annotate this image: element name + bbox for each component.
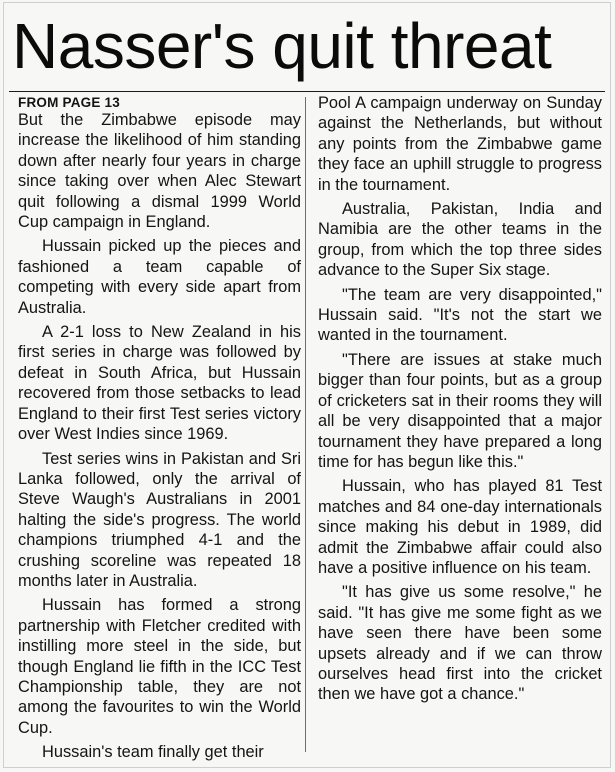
kicker: FROM PAGE 13: [18, 95, 120, 110]
paragraph-4: Test series wins in Pakistan and Sri Lanka followed, only the arrival of Steve Waugh's Australians in 2001 halting the side's progress. The world champions triumphed 4-1 and the crushing scoreline was repeated 18 months later in Australia.: [18, 449, 301, 590]
paragraph-2: Hussain picked up the pieces and fashioned a team capable of competing with every side apart from Australia.: [18, 237, 301, 317]
paragraph-6-start: Hussain's team finally get their: [42, 743, 264, 762]
paragraph-1: But the Zimbabwe episode may increase the likelihood of him standing down after nearly four years in charge since taking over when Alec Stewart quit following a dismal 1999 World Cup campaign in England.: [18, 111, 301, 232]
paragraph-10: Hussain, who has played 81 Test matches and 84 one-day internationals since making his debut in 1989, did admit the Zimbabwe affair could also have a positive influence on his team.: [318, 477, 602, 577]
column-divider: [305, 97, 306, 752]
paragraph-8: "The team are very disappointed," Hussain said. "It's not the start we wanted in the tournament.: [318, 285, 602, 345]
paragraph-5: Hussain has formed a strong partnership with Fletcher credited with instilling more steel in the side, but though England lie fifth in the ICC Test Championship table, they are not among the favourites to win the World Cup.: [18, 596, 301, 737]
column-left: [18, 93, 301, 763]
column-right: [318, 93, 602, 705]
headline-rule: [9, 91, 605, 92]
headline: Nasser's quit threat: [12, 10, 552, 82]
paragraph-11: "It has give us some resolve," he said. "It has give me some fight as we have seen there have been some upsets already and if we can throw ourselves head first into the cricket then we have got a chance.": [318, 583, 602, 704]
paragraph-7: Australia, Pakistan, India and Namibia are the other teams in the group, from which the top three sides advance to the Super Six stage.: [318, 200, 602, 280]
paragraph-6-continued: Pool A campaign underway on Sunday against the Netherlands, but without any points from the Zimbabwe game they face an uphill struggle to progress in the tournament.: [318, 94, 602, 194]
paragraph-3: A 2-1 loss to New Zealand in his first series in charge was followed by defeat in South Africa, but Hussain recovered from those setbacks to lead England to their first Test series victory over West Indies since 1969.: [18, 323, 301, 444]
paragraph-9: "There are issues at stake much bigger than four points, but as a group of cricketers sat in their rooms they will all be very disappointed that a major tournament they have prepared a long time for has begun like this.": [318, 350, 602, 471]
